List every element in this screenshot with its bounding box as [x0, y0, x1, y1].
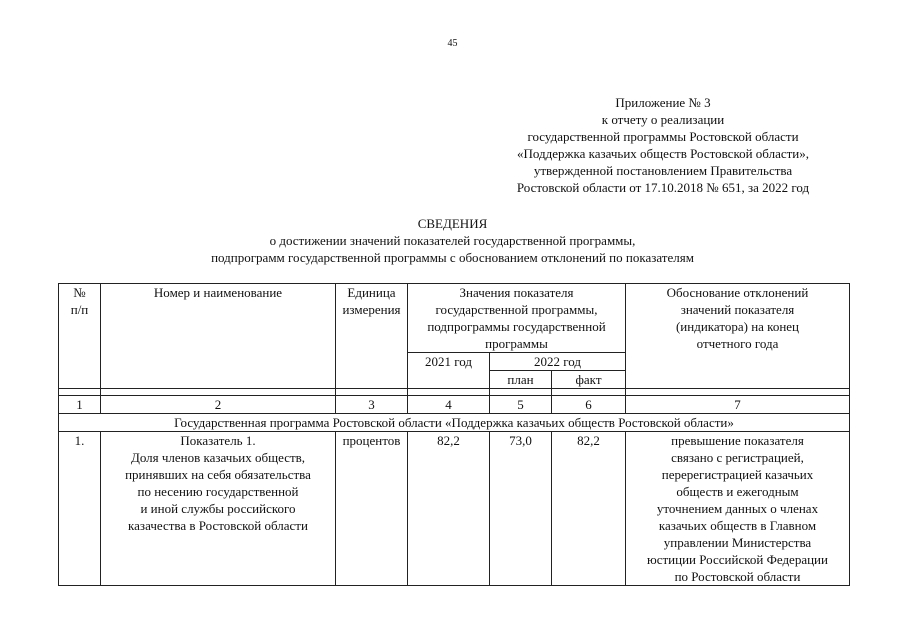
row-justification: превышение показателя связано с регистрацией, перерегистрацией казачьих обществ и ежегодным уточнением данных о членах казачьих обществ в Главном управлении Министерства юстиции Российской Федерации по Ростовской области [626, 432, 850, 586]
row-name: Показатель 1. Доля членов казачьих обществ, принявших на себя обязательства по несению государственной и иной службы российского казачества в Ростовской области [101, 432, 336, 586]
header-fact: факт [552, 371, 626, 389]
title-heading: СВЕДЕНИЯ [417, 216, 488, 231]
row-unit: процентов [336, 432, 408, 586]
table-row [59, 432, 850, 586]
column-number: 7 [626, 396, 850, 414]
header-name: Номер и наименование [101, 284, 336, 389]
appendix-line: утвержденной постановлением Правительства [533, 163, 793, 178]
column-number: 3 [336, 396, 408, 414]
header-year-2022: 2022 год [490, 353, 626, 371]
column-number: 2 [101, 396, 336, 414]
header-num: № п/п [59, 284, 101, 389]
section-row [59, 414, 850, 432]
spacer-row [59, 389, 850, 396]
header-values: Значения показателя государственной программы, подпрограммы государственной программы [408, 284, 626, 353]
appendix-block [488, 94, 838, 196]
column-number: 6 [552, 396, 626, 414]
appendix-line: Приложение № 3 [615, 95, 711, 110]
appendix-line: к отчету о реализации [601, 112, 725, 127]
row-value-plan: 73,0 [490, 432, 552, 586]
page-number: 45 [447, 38, 458, 49]
appendix-line: государственной программы Ростовской области [527, 129, 799, 144]
title-line: подпрограмм государственной программы с обоснованием отклонений по показателям [211, 250, 694, 265]
column-number: 1 [59, 396, 101, 414]
column-number: 4 [408, 396, 490, 414]
row-num: 1. [59, 432, 101, 586]
header-year-2021: 2021 год [408, 353, 490, 389]
column-number: 5 [490, 396, 552, 414]
row-value-2021: 82,2 [408, 432, 490, 586]
column-number-row [59, 396, 850, 414]
document-title [0, 215, 905, 266]
row-value-fact: 82,2 [552, 432, 626, 586]
appendix-line: «Поддержка казачьих обществ Ростовской области», [516, 146, 810, 161]
header-plan: план [490, 371, 552, 389]
appendix-line: Ростовской области от 17.10.2018 № 651, за 2022 год [516, 180, 810, 195]
header-row [59, 284, 850, 353]
header-justification: Обоснование отклонений значений показателя (индикатора) на конец отчетного года [626, 284, 850, 389]
title-line: о достижении значений показателей государственной программы, [269, 233, 636, 248]
section-title: Государственная программа Ростовской области «Поддержка казачьих обществ Ростовской области» [59, 414, 850, 432]
indicators-table [58, 283, 850, 586]
header-unit: Единица измерения [336, 284, 408, 389]
